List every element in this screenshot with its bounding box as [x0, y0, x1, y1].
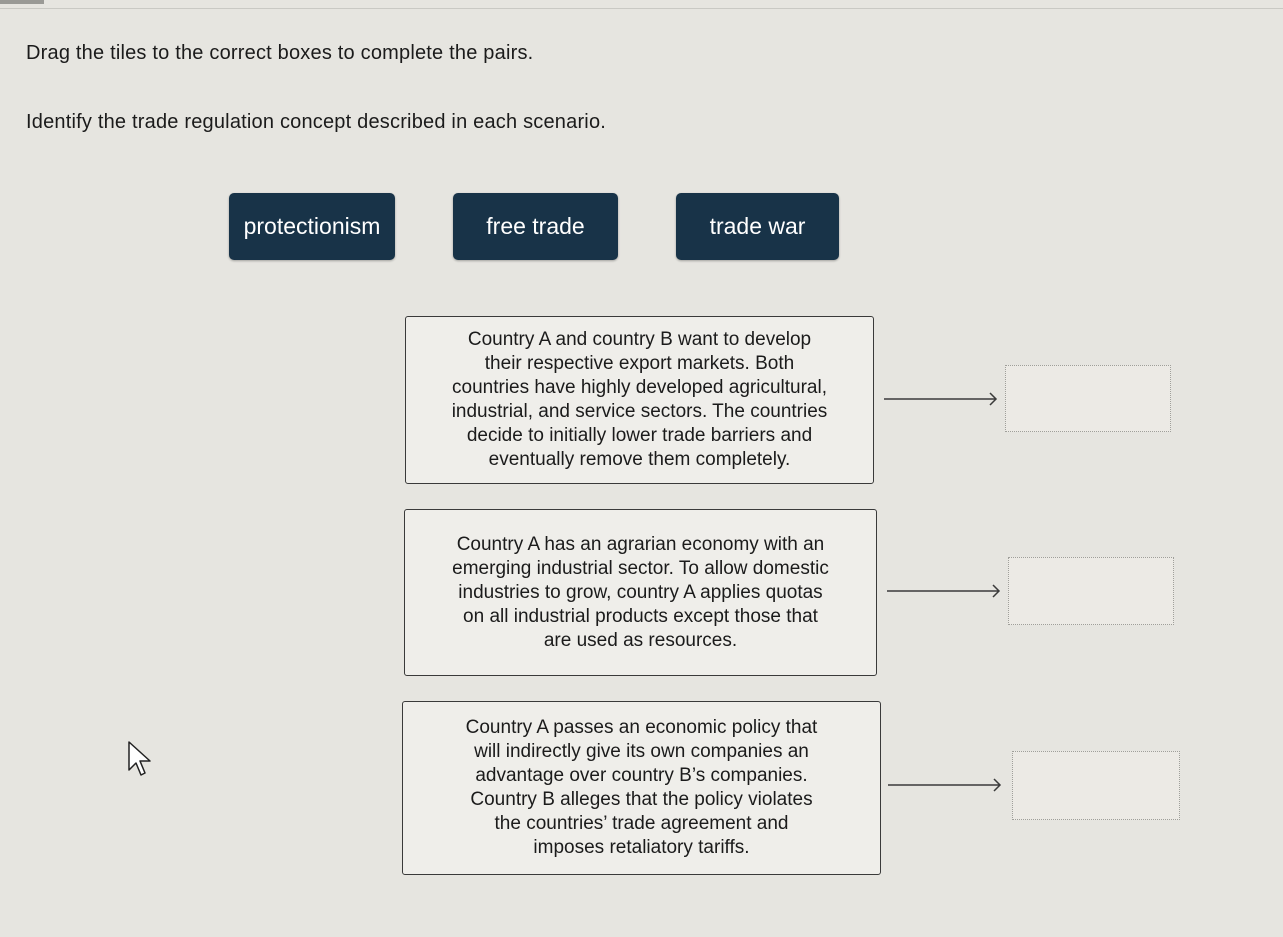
scenario-text-1: Country A and country B want to develop their respective export markets. Both countries have highly developed agricultural, industrial, and service sectors. The countries decide to initially lower trade barriers and eventually remove them completely.: [451, 329, 828, 470]
task-instruction: Identify the trade regulation concept described in each scenario.: [26, 111, 607, 133]
scenario-card-3: [402, 701, 881, 875]
scenario-card-2: [404, 509, 877, 676]
progress-indicator: [0, 0, 44, 4]
drag-instruction: Drag the tiles to the correct boxes to complete the pairs.: [26, 42, 534, 64]
right-arrow-icon: [888, 775, 1004, 795]
right-arrow-icon: [884, 389, 1000, 409]
drop-box-2[interactable]: [1008, 557, 1174, 625]
scenario-text-3: Country A passes an economic policy that will indirectly give its own companies an advantage over country B’s companies. Country B alleges that the policy violates the countries’ trade agreement and imposes retaliatory tariffs.: [465, 717, 818, 858]
tile-protectionism[interactable]: protectionism: [229, 193, 395, 260]
right-arrow-icon: [887, 581, 1003, 601]
tile-trade-war[interactable]: trade war: [676, 193, 839, 260]
scenario-card-1: [405, 316, 874, 484]
drop-box-3[interactable]: [1012, 751, 1180, 820]
tile-free-trade[interactable]: free trade: [453, 193, 618, 260]
header-divider: [0, 8, 1283, 9]
scenario-text-2: Country A has an agrarian economy with an emerging industrial sector. To allow domestic industries to grow, country A applies quotas on all industrial products except those that are used as resources.: [452, 533, 829, 651]
drop-box-1[interactable]: [1005, 365, 1171, 432]
mouse-pointer-icon: [127, 740, 153, 780]
